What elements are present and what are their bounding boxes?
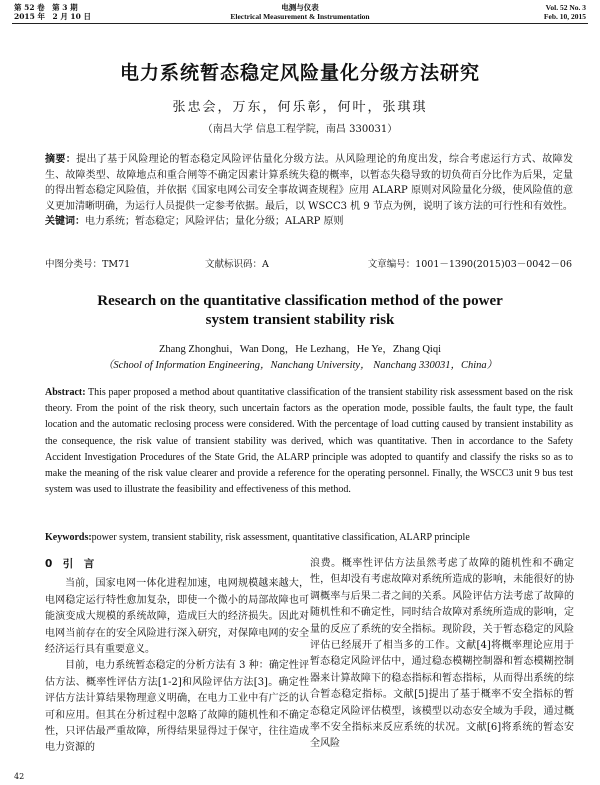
title-en-line1: Research on the quantitative classification method of the power xyxy=(97,293,503,309)
column-left xyxy=(45,556,309,757)
affiliation-cn: （南昌大学 信息工程学院，南昌 330031） xyxy=(202,124,398,135)
header-rule xyxy=(12,23,588,24)
keywords-en-text: power system, transient stability, risk assessment, quantitative classification, ALARP principle xyxy=(91,532,470,543)
keywords-cn-text: 电力系统；暂态稳定；风险评估；量化分级；ALARP 原则 xyxy=(85,216,344,227)
abstract-cn xyxy=(45,152,573,230)
intro-paragraph-1: 当前，国家电网一体化进程加速，电网规模越来越大，电网稳定运行特性愈加复杂，即使一个微小的局部故障也可能演变成大规模的系统故障，造成巨大的经济损失。因此对电网当前存在的安全风险进行深入研究，对保障电网的安全经济运行具有重要意义。 xyxy=(45,578,309,656)
intro-paragraph-2: 目前，电力系统暂态稳定的分析方法有 3 种：确定性评估方法、概率性评估方法[1-2]和风险评估方法[3]。确定性评估方法计算结果物理意义明确，在电力工业中有广泛的认可和应用。但其在分析过程中忽略了故障的随机性和不确定性，只评估最严重故障，所得结果显得过于保守，往往造成电力资源的 xyxy=(45,660,309,754)
header-volume-cn: 第 52 卷 第 3 期 xyxy=(14,3,78,12)
title-en xyxy=(0,292,600,330)
header-date-en: Feb. 10, 2015 xyxy=(543,12,586,21)
abstract-en-text: This paper proposed a method about quantitative classification of the transient stability risk assessment based on the risk theory. From the point of the risk theory, such uncertain factors as the operation mode, possible faults, the fault type, the fault location and the automatic reclosing process were considered. With the percentage of load cutting caused by transient instability as the consequence, the risk value of transient stability was derived, which was quantitative. Then in accordance to the Safety Accident Investigation Procedures of the State Grid, the ALARP principle was adopted to quantify and classify the risks so as to make the meaning of the risk value clearer and provide a reference for the operating personnel. Finally, the WSCC3 unit 9 bus test system was used to illustrate the feasibility and effectiveness of this method. xyxy=(45,387,573,496)
column-right xyxy=(310,556,574,753)
article-number: 文章编号：1001－1390(2015)03－0042－06 xyxy=(367,259,572,270)
affiliation-en: （School of Information Engineering，Nanchang University， Nanchang 330031，China） xyxy=(102,360,498,371)
intro-heading: 0 引 言 xyxy=(45,558,95,570)
abstract-en xyxy=(45,385,573,498)
keywords-cn-label: 关键词： xyxy=(45,216,85,227)
title-cn: 电力系统暂态稳定风险量化分级方法研究 xyxy=(119,62,480,84)
header-date-cn: 2015 年 2 月 10 日 xyxy=(14,12,91,21)
keywords-en-label: Keywords: xyxy=(45,532,92,543)
header-journal-en: Electrical Measurement & Instrumentation xyxy=(230,12,370,21)
page-number: 42 xyxy=(14,772,25,781)
abstract-en-label: Abstract: xyxy=(45,387,86,398)
document-code: 文献标识码：A xyxy=(205,259,269,270)
abstract-cn-text: 提出了基于风险理论的暂态稳定风险评估量化分级方法。从风险理论的角度出发，综合考虑运行方式、故障发生、故障类型、故障地点和重合闸等不确定因素计算系统失稳的概率，以暂态失稳导致的切负荷百分比作为后果，定量的得出暂态稳定风险值，并依据《国家电网公司安全事故调查规程》应用 ALARP 原则对风险量化分级，使风险值的意义更加清晰明确，为运行人员提供一定参考依据。最后，以 WSCC3 机 9 节点为例，说明了该方法的可行性和有效性。 xyxy=(45,154,574,212)
clc-number: 中图分类号：TM71 xyxy=(45,259,131,270)
title-en-line2: system transient stability risk xyxy=(205,312,395,328)
authors-en: Zhang Zhonghui，Wan Dong，He Lezhang，He Ye，Zhang Qiqi xyxy=(158,344,442,355)
authors-cn: 张忠会，万东，何乐彰，何叶，张琪琪 xyxy=(172,100,428,115)
abstract-cn-label: 摘要： xyxy=(45,154,77,165)
intro-paragraph-3: 浪费。概率性评估方法虽然考虑了故障的随机性和不确定性，但却没有考虑故障对系统所造成的影响，未能很好的协调概率与后果二者之间的关系。风险评估方法考虑了故障的随机性和不确定性，同时结合故障对系统所造成的影响，定量的反应了系统的安全指标。现阶段，关于暂态稳定的风险评估已经展开了相当多的工作。文献[4]将概率理论应用于暂态稳定风险评估中，通过稳态模糊控制器和暂态模糊控制器来计算故障下的稳态指标和暂态指标，从而得出系统的综合暂态稳定指标。文献[5]提出了基于概率不安全指标的暂态稳定风险评估模型，该模型以动态安全域为手段，通过概率不安全指标来反应系统的状况。文献[6]将系统的暂态安全风险 xyxy=(310,558,574,750)
keywords-en xyxy=(45,531,573,545)
header-volume-en: Vol. 52 No. 3 xyxy=(545,3,586,12)
header-journal-cn: 电测与仪表 xyxy=(281,3,319,12)
